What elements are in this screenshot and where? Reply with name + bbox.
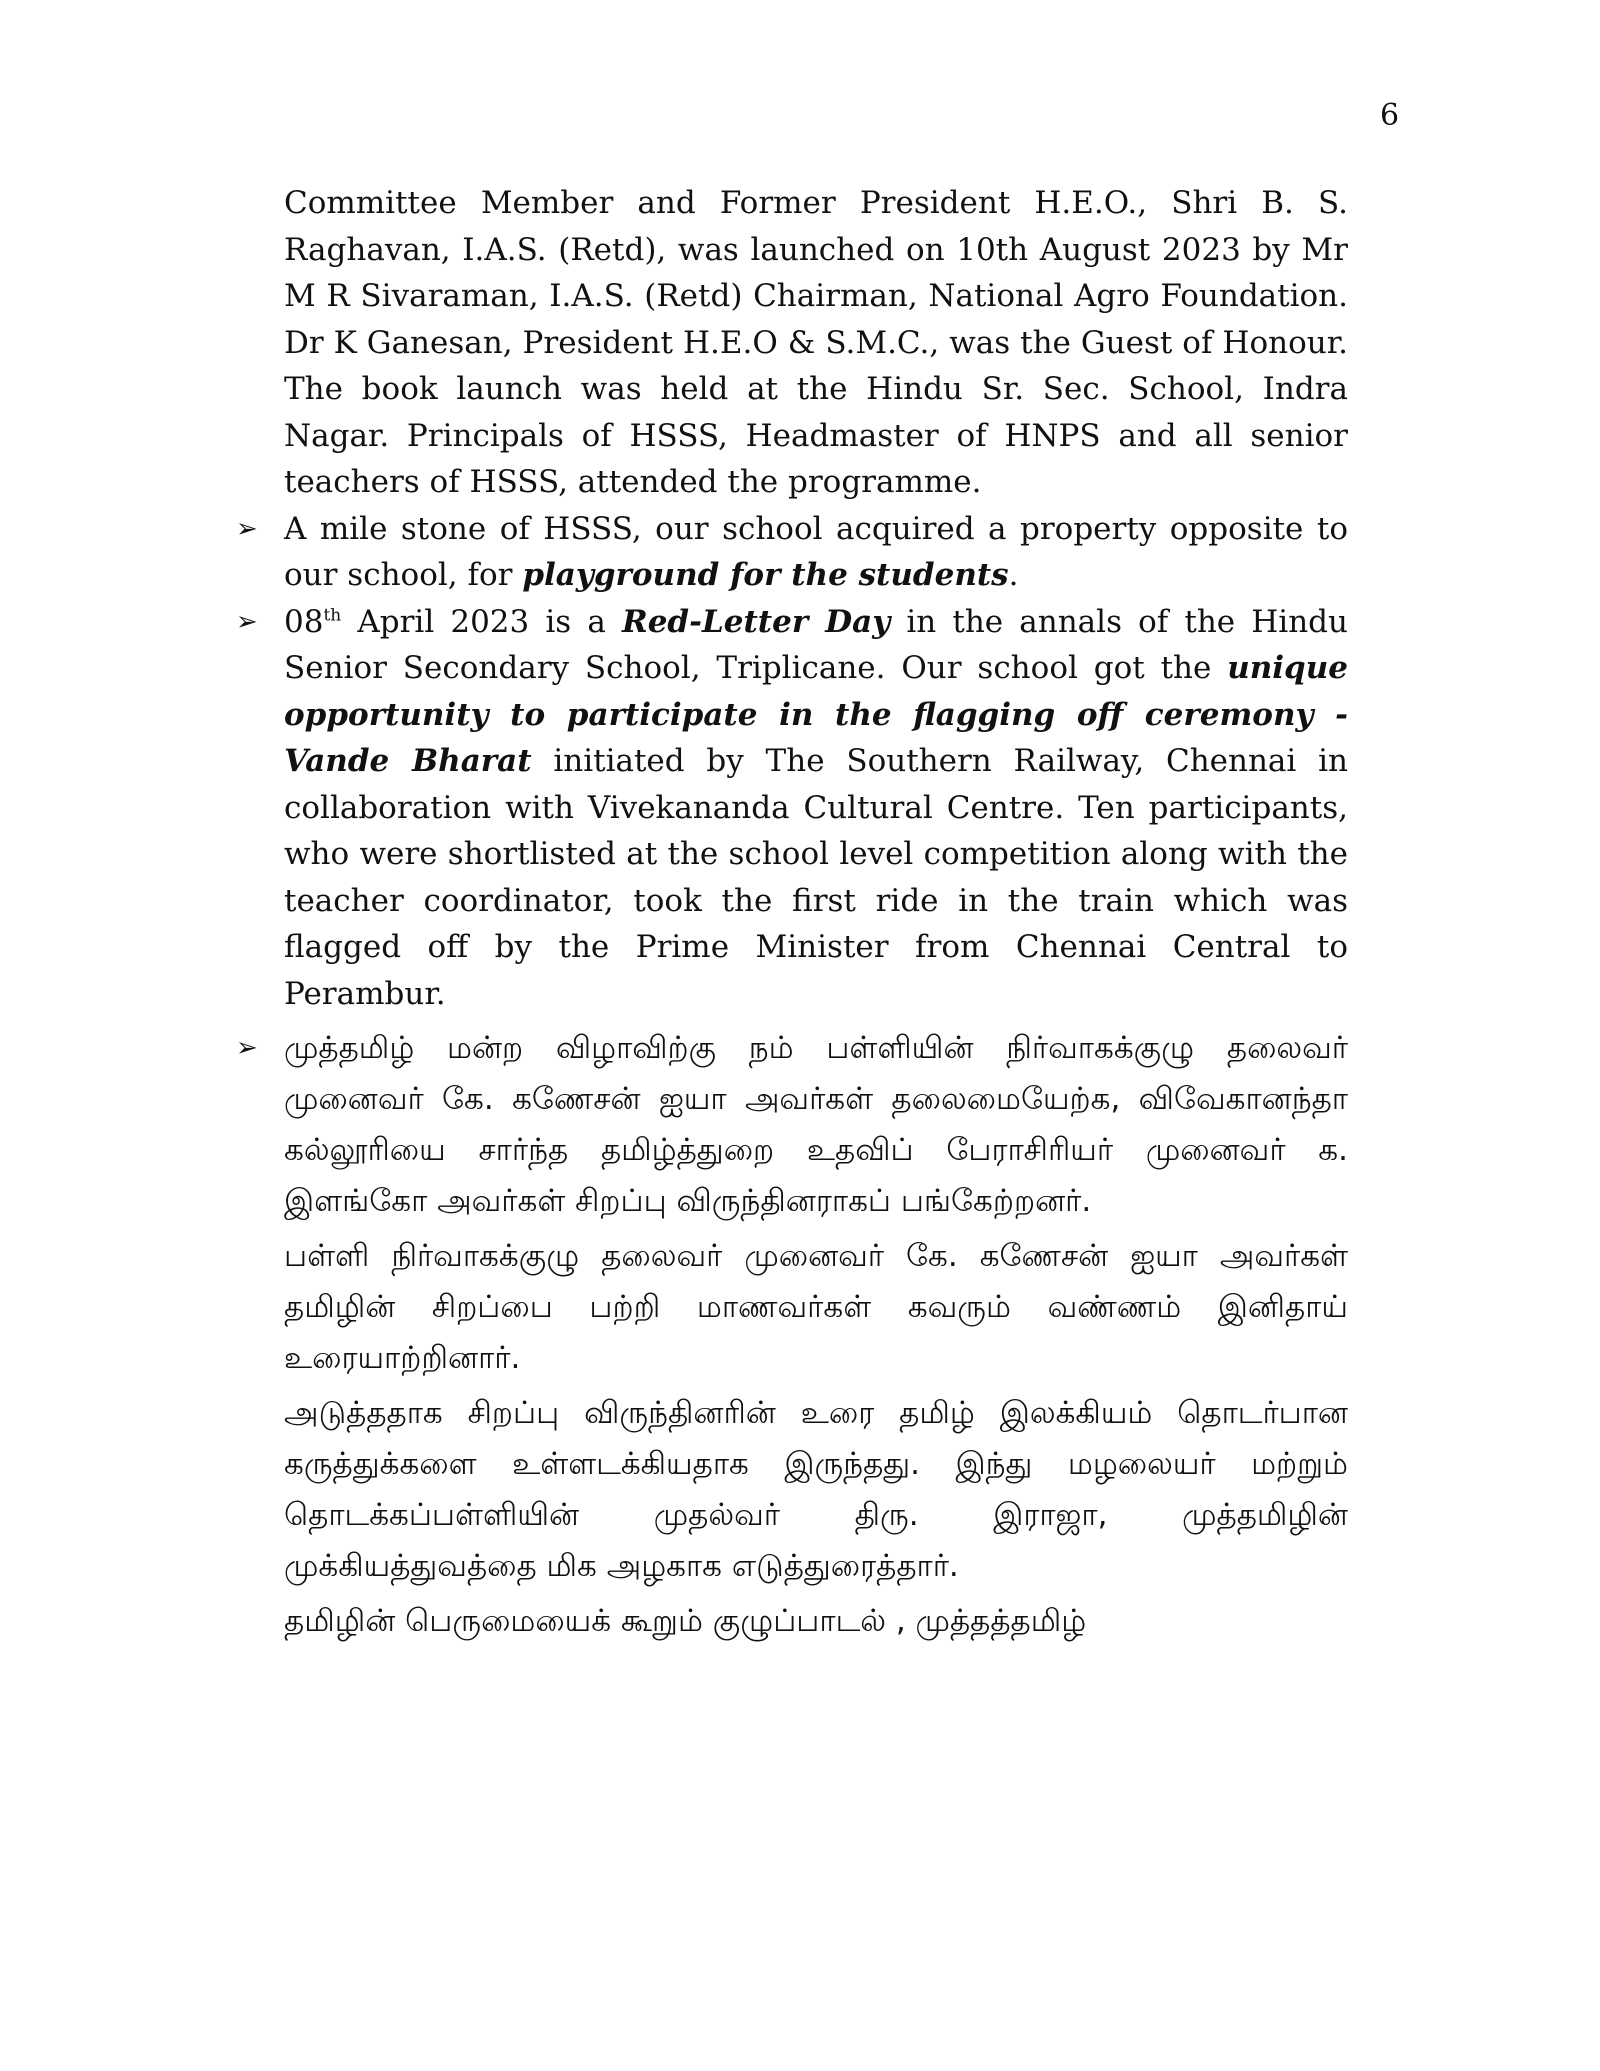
bullet-playground	[236, 506, 1348, 599]
tamil-paragraph-2: பள்ளி நிர்வாகக்குழு தலைவர் முனைவர் கே. கணேசன் ஐயா அவர்கள் தமிழின் சிறப்பை பற்றி மாணவர்கள் கவரும் வண்ணம் இனிதாய் உரையாற்றினார்.	[284, 1238, 1348, 1376]
arrow-bullet-icon: ➢	[236, 513, 258, 544]
vande-date-suffix: th	[323, 605, 342, 626]
playground-text-before: A mile stone of HSSS, our school acquired a property opposite to our school, for	[284, 510, 1348, 593]
vande-emphasis-1: Red-Letter Day	[621, 603, 891, 640]
bullet-tamil	[236, 1023, 1348, 1227]
vande-text-1: April 2023 is a	[341, 603, 622, 640]
playground-emphasis: playground for the students	[522, 557, 1009, 593]
vande-text-2: in the annals of the Hindu Senior Secondary School, Triplicane. Our school got the	[284, 603, 1348, 686]
vande-emphasis-2: unique opportunity to participate in the flagging off ceremony - Vande Bharat	[284, 650, 1348, 779]
bullet-vande-bharat	[236, 599, 1348, 1018]
document-body	[236, 180, 1348, 1647]
arrow-bullet-icon: ➢	[236, 606, 258, 637]
intro-paragraph: Committee Member and Former President H.E.O., Shri B. S. Raghavan, I.A.S. (Retd), was launched on 10th August 2023 by Mr M R Sivaraman, I.A.S. (Retd) Chairman, National Agro Foundation. Dr K Ganesan, President H.E.O & S.M.C., was the Guest of Honour. The book launch was held at the Hindu Sr. Sec. School, Indra Nagar. Principals of HSSS, Headmaster of HNPS and all senior teachers of HSSS, attended the programme.	[284, 185, 1348, 500]
arrow-bullet-icon: ➢	[236, 1033, 258, 1063]
vande-text-3: initiated by The Southern Railway, Chennai in collaboration with Vivekananda Cultural Centre. Ten participants, who were shortlisted at the school level competition along with the teacher coordinator, took the first ride in the train which was flagged off by the Prime Minister from Chennai Central to Perambur.	[284, 743, 1348, 1012]
tamil-paragraph-4: தமிழின் பெருமையைக் கூறும் குழுப்பாடல் , முத்தத்தமிழ்	[284, 1603, 1087, 1639]
tamil-paragraph-3: அடுத்ததாக சிறப்பு விருந்தினரின் உரை தமிழ் இலக்கியம் தொடர்பான கருத்துக்களை உள்ளடக்கியதாக இருந்தது. இந்து மழலையர் மற்றும் தொடக்கப்பள்ளியின் முதல்வர் திரு. இராஜா, முத்தமிழின் முக்கியத்துவத்தை மிக அழகாக எடுத்துரைத்தார்.	[284, 1395, 1348, 1584]
vande-date-prefix: 08	[284, 603, 324, 640]
playground-text-after: .	[1008, 557, 1019, 593]
page-number: 6	[1380, 98, 1400, 133]
tamil-bullet-text: முத்தமிழ் மன்ற விழாவிற்கு நம் பள்ளியின் நிர்வாகக்குழு தலைவர் முனைவர் கே. கணேசன் ஐயா அவர்கள் தலைமையேற்க, விவேகானந்தா கல்லூரியை சார்ந்த தமிழ்த்துறை உதவிப் பேராசிரியர் முனைவர் க. இளங்கோ அவர்கள் சிறப்பு விருந்தினராகப் பங்கேற்றனர்.	[284, 1030, 1348, 1219]
